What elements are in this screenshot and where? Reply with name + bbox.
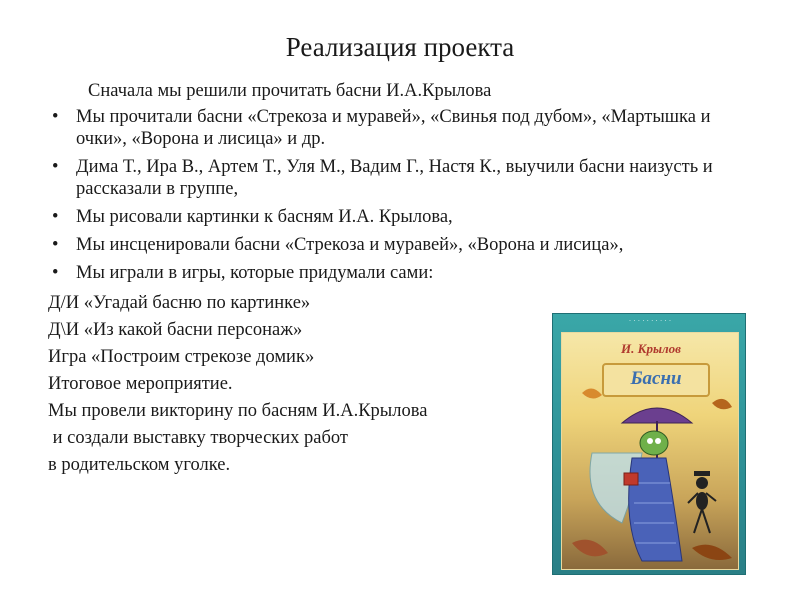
bullet-text: Мы играли в игры, которые придумали сами: <box>76 263 434 283</box>
bullet-item <box>48 206 756 228</box>
book-series-strip: · · · · · · · · · · <box>628 317 672 325</box>
slide-title: Реализация проекта <box>285 32 515 62</box>
text-line: Итоговое мероприятие. <box>48 374 233 394</box>
bullet-dot: • <box>52 157 59 177</box>
bullet-item <box>48 234 756 256</box>
intro-line: Сначала мы решили прочитать басни И.А.Крылова <box>88 81 492 101</box>
bullet-dot: • <box>52 235 59 255</box>
text-line: в родительском уголке. <box>48 455 231 475</box>
bullet-text: Мы прочитали басни «Стрекоза и муравей», «Свинья под дубом», «Мартышка и очки», «Ворона и лисица» и др. <box>76 107 711 149</box>
bullet-dot: • <box>52 207 59 227</box>
bullet-dot: • <box>52 263 59 283</box>
bullet-list <box>48 106 748 284</box>
bullet-item <box>48 156 756 200</box>
dragonfly-illustration <box>562 333 739 570</box>
book-cover-image <box>552 313 746 575</box>
text-line: Игра «Построим стрекозе домик» <box>48 347 315 367</box>
book-author: И. Крылов <box>621 341 681 356</box>
text-line: Д/И «Угадай басню по картинке» <box>48 293 311 313</box>
bullet-text: Мы инсценировали басни «Стрекоза и муравей», «Ворона и лисица», <box>76 235 624 255</box>
book-title-banner: Басни <box>602 363 710 397</box>
book-cover-art <box>561 332 739 570</box>
bullet-dot: • <box>52 107 59 127</box>
bullet-text: Дима Т., Ира В., Артем Т., Уля М., Вадим Г., Настя К., выучили басни наизусть и рассказали в группе, <box>76 157 713 199</box>
text-line: и создали выставку творческих работ <box>48 428 349 448</box>
text-line: Мы провели викторину по басням И.А.Крылова <box>48 401 428 421</box>
bullet-text: Мы рисовали картинки к басням И.А. Крылова, <box>76 207 453 227</box>
bullet-item <box>48 106 756 150</box>
bullet-item <box>48 262 756 284</box>
text-line: Д\И «Из какой басни персонаж» <box>48 320 303 340</box>
